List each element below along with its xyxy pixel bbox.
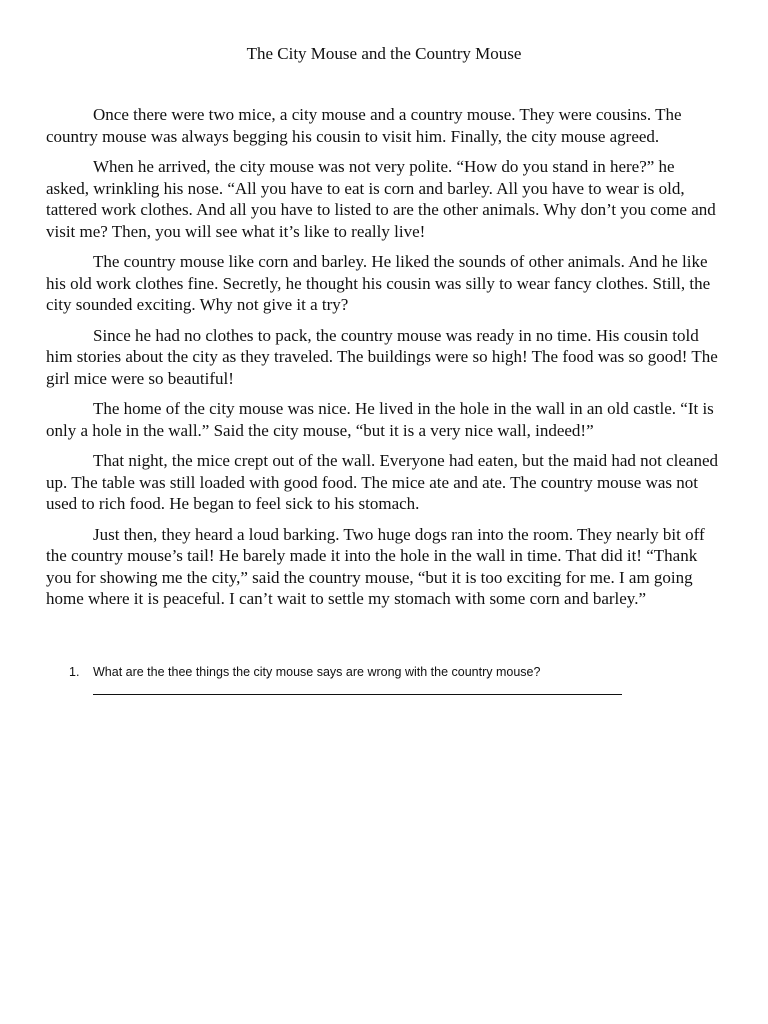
story-paragraph: Since he had no clothes to pack, the country mouse was ready in no time. His cousin told him stories about the city as they traveled. The buildings were so high! The food was so good! The girl mice were so beautiful! xyxy=(46,325,718,388)
story-title: The City Mouse and the Country Mouse xyxy=(246,44,522,63)
question-item xyxy=(69,663,629,681)
answer-line[interactable] xyxy=(93,694,622,695)
story-paragraph: That night, the mice crept out of the wall. Everyone had eaten, but the maid had not cleaned up. The table was still loaded with good food. The mice ate and ate. The country mouse was not used to rich food. He began to feel sick to his stomach. xyxy=(46,451,718,513)
question-number: 1. xyxy=(69,665,80,679)
question-list xyxy=(69,663,629,695)
story-paragraph: The country mouse like corn and barley. He liked the sounds of other animals. And he like his old work clothes fine. Secretly, he thought his cousin was silly to wear fancy clothes. Still, the city sounded exciting. Why not give it a try? xyxy=(46,252,711,314)
story-paragraph: When he arrived, the city mouse was not very polite. “How do you stand in here?” he asked, wrinkling his nose. “All you have to eat is corn and barley. All you have to wear is old, tattered work clothes. And all you have to listed to are the other animals. Why don’t you come and visit me? Then, you will see what it’s like to really live! xyxy=(46,157,716,241)
story-body xyxy=(46,104,721,619)
story-paragraph: Just then, they heard a loud barking. Two huge dogs ran into the room. They nearly bit off the country mouse’s tail! He barely made it into the hole in the wall in time. That did it! “Thank you for showing me the city,” said the country mouse, “but it is too exciting for me. I am going home where it is peaceful. I can’t wait to settle my stomach with some corn and barley.” xyxy=(46,524,705,608)
story-paragraph: The home of the city mouse was nice. He lived in the hole in the wall in an old castle. “It is only a hole in the wall.” Said the city mouse, “but it is a very nice wall, indeed!” xyxy=(46,399,714,440)
question-text: What are the thee things the city mouse says are wrong with the country mouse? xyxy=(93,665,541,679)
story-paragraph: Once there were two mice, a city mouse and a country mouse. They were cousins. The country mouse was always begging his cousin to visit him. Finally, the city mouse agreed. xyxy=(46,105,682,146)
